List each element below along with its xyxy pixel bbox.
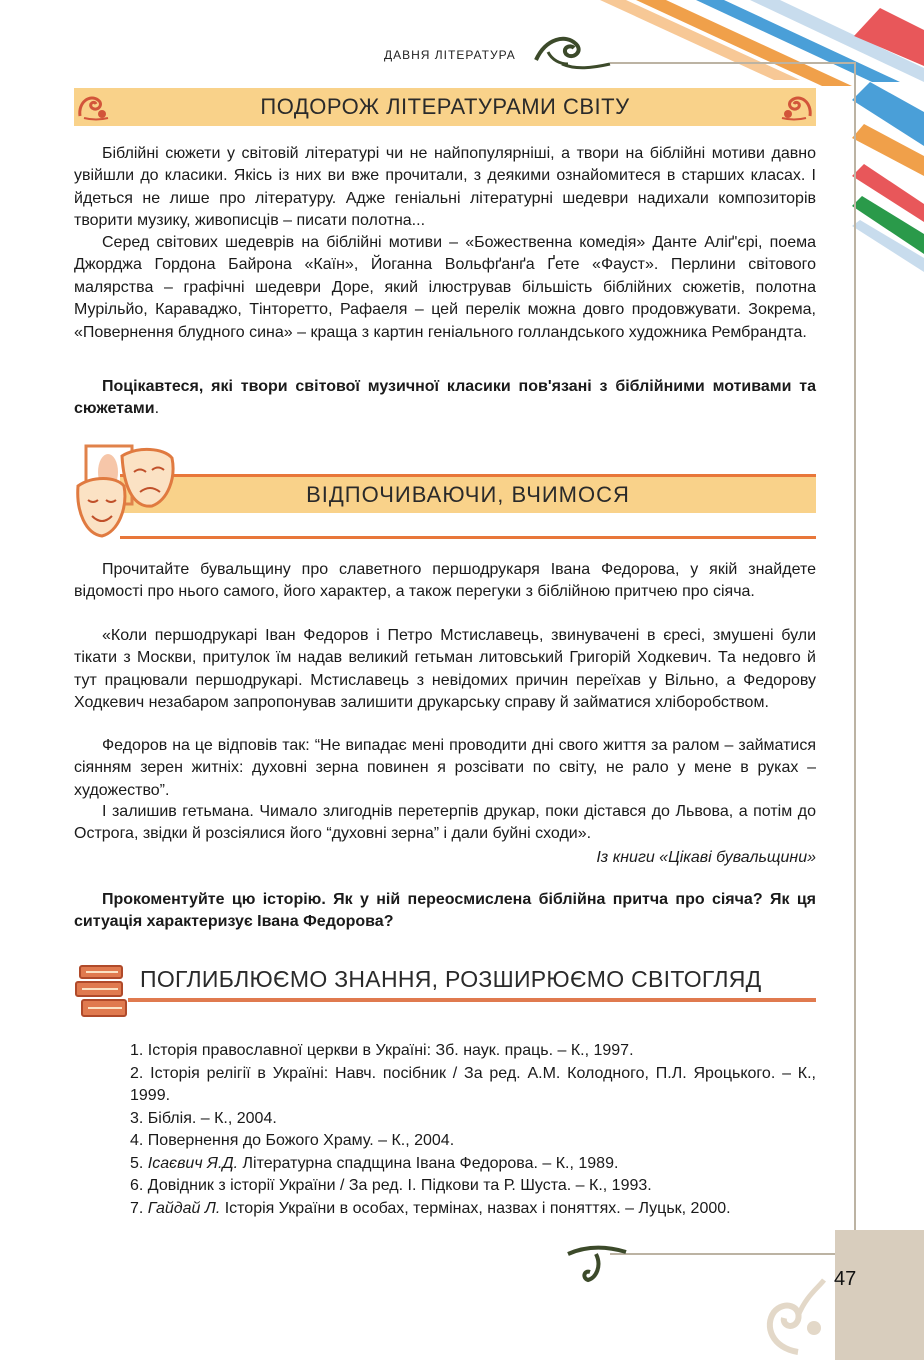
reference-item: 6. Довідник з історії України / За ред. І. Підкови та Р. Шуста. – К., 1993.: [130, 1177, 652, 1194]
task-period: .: [154, 400, 160, 418]
page-frame-top: [610, 62, 856, 64]
page-frame-right: [854, 64, 856, 1254]
side-panel: [835, 1230, 924, 1360]
ornament-bottom-icon: [566, 1244, 636, 1284]
task-paragraph: [74, 376, 816, 421]
books-icon: [74, 962, 130, 1022]
paragraph: Серед світових шедеврів на біблійні мотиви – «Божественна комедія» Данте Аліґ'єрі, поема Джорджа Гордона Байрона «Каїн», Йоганна Вольфґанґа Ґете «Фауст». Перлини світового малярства – графічні шедеври Доре, який ілюстрував більшість біблійних сюжетів, полотна Мурільйо, Караваджо, Тінторетто, Рафаеля – цей перелік можна довго продовжувати. Зокрема, «Повернення блудного сина» – краща з картин геніального голландського художника Рембрандта.: [74, 234, 816, 341]
ornament-flourish-icon: [532, 30, 612, 72]
task-paragraph: Прокоментуйте цю історію. Як у ній переосмислена біблійна притча про сіяча? Як ця ситуація характеризує Івана Федорова?: [74, 891, 816, 931]
section-banner-travel: [74, 88, 816, 126]
reference-item: 7. Гайдай Л. Історія України в особах, термінах, назвах і поняттях. – Луцьк, 2000.: [130, 1199, 731, 1217]
page-frame-bottom: [610, 1253, 856, 1255]
section-title: ВІДПОЧИВАЮЧИ, ВЧИМОСЯ: [306, 482, 630, 507]
ornament-right-icon: [778, 92, 814, 122]
paragraph: Федоров на це відповів так: “Не випадає мені проводити дні свого життя за ралом – займатися сіянням зерен житніх: духовні зерна повинен я розсівати по світу, не рало у мене в руках – художество”.: [74, 737, 816, 799]
paragraph: «Коли першодрукарі Іван Федоров і Петро Мстиславець, звинувачені в єресі, змушені були тікати з Москви, притулок їм надав великий гетьман литовський Григорій Ходкевич. Та недовго й тут працювали першодрукарі. Мстиславець з невідомих причин переїхав у Вільно, а Федорову Ходкевич незабаром запропонував залишити друкарську справу й займатися хліборобством.: [74, 627, 816, 712]
paragraph: І залишив гетьмана. Чимало злигоднів перетерпів друкар, поки дістався до Львова, а потім до Острога, звідки й розсіялися його “духовні зерна” і дали буйні сходи».: [74, 803, 816, 843]
references-list: [130, 1040, 816, 1220]
reference-author: Гайдай Л.: [147, 1199, 221, 1217]
theatre-masks-icon: [72, 442, 182, 542]
reference-author: Ісаєвич Я.Д.: [147, 1154, 239, 1172]
paragraph: Біблійні сюжети у світовій літературі чи не найпопулярніші, а твори на біблійні мотиви давно увійшли до класики. Якісь із них ви вже прочитали, з деякими ознайомитеся в старших класах. І йдеться не лише про літературу. Адже геніальні літературні шедеври надихали композиторів творити музику, живописців – писати полотна...: [74, 145, 816, 230]
task-text: Поцікавтеся, які твори світової музичної класики пов'язані з біблійними мотивами та сюжетами: [74, 378, 816, 418]
reference-item: 5. Ісаєвич Я.Д. Літературна спадщина Івана Федорова. – К., 1989.: [130, 1154, 619, 1172]
reference-item: 1. Історія православної церкви в Україні: Зб. наук. праць. – К., 1997.: [130, 1042, 634, 1059]
running-head: ДАВНЯ ЛІТЕРАТУРА: [384, 48, 516, 62]
reference-item: 3. Біблія. – К., 2004.: [130, 1109, 277, 1127]
ornament-left-icon: [76, 92, 112, 122]
reference-item: 4. Повернення до Божого Храму. – К., 2004.: [130, 1132, 455, 1149]
section-title: ПОДОРОЖ ЛІТЕРАТУРАМИ СВІТУ: [260, 94, 630, 119]
ornament-corner-icon: [758, 1276, 828, 1356]
paragraph: Прочитайте бувальщину про славетного першодрукаря Івана Федорова, у якій знайдете відомості про нього самого, його характер, а також перегуки з біблійною притчею про сіяча.: [74, 561, 816, 601]
source-citation: Із книги «Цікаві бувальщини»: [596, 849, 816, 866]
section-title: ПОГЛИБЛЮЄМО ЗНАННЯ, РОЗШИРЮЄМО СВІТОГЛЯД: [140, 966, 762, 992]
section-banner-relax: [120, 474, 816, 513]
section-underline: [128, 998, 816, 1002]
reference-item: 2. Історія релігії в Україні: Навч. посібник / За ред. А.М. Колодного, П.Л. Яроцького. – К., 1999.: [130, 1064, 817, 1104]
page-number: 47: [834, 1268, 857, 1290]
banner-underline: [120, 536, 816, 539]
